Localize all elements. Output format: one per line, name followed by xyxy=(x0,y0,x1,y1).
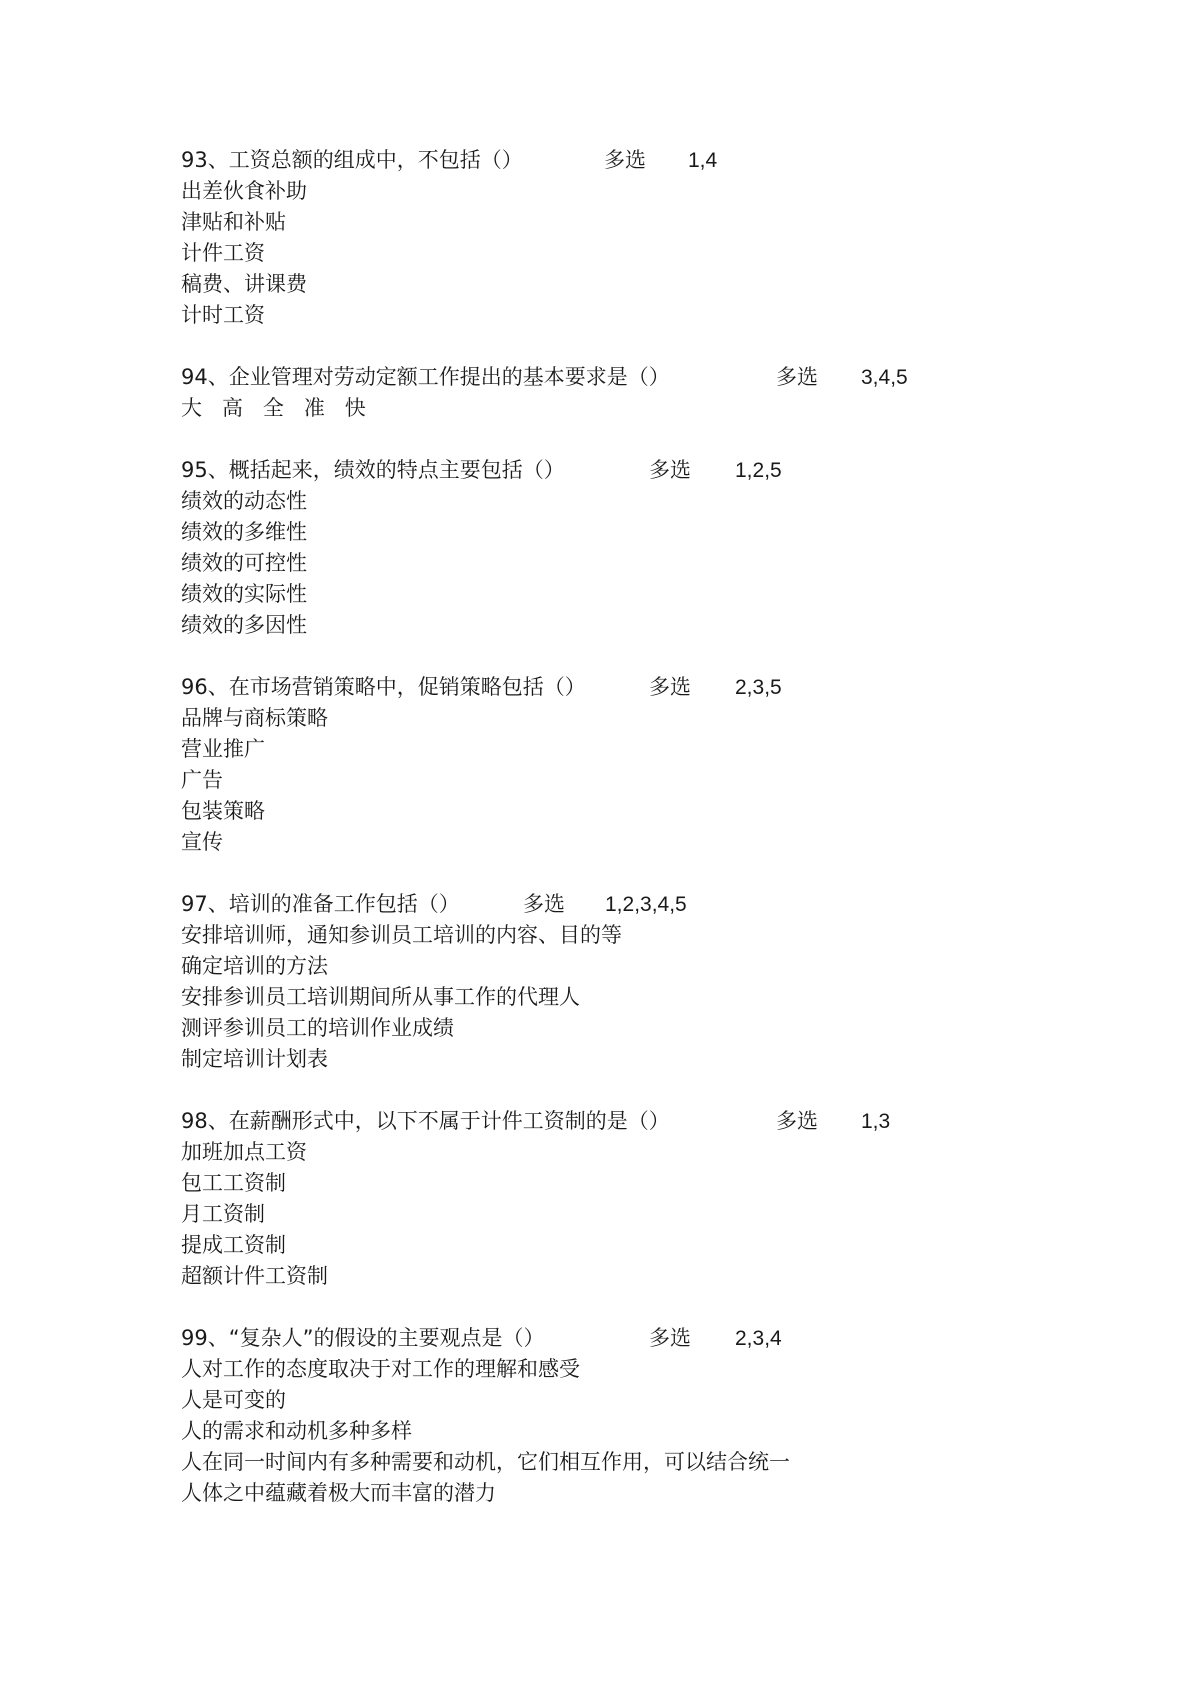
question-99 xyxy=(181,1323,1081,1509)
question-number: 98、 xyxy=(181,1109,229,1133)
question-header xyxy=(181,455,1081,486)
question-answer: 1,2,5 xyxy=(735,459,782,482)
option: 加班加点工资 xyxy=(181,1140,307,1164)
option: 人是可变的 xyxy=(181,1388,286,1412)
option: 月工资制 xyxy=(181,1202,265,1226)
question-text: “复杂人”的假设的主要观点是（） xyxy=(228,1326,545,1350)
question-type: 多选 xyxy=(776,365,818,389)
question-96 xyxy=(181,672,1081,858)
option: 津贴和补贴 xyxy=(181,210,286,234)
option: 人在同一时间内有多种需要和动机，它们相互作用，可以结合统一 xyxy=(181,1450,790,1474)
question-93 xyxy=(181,145,1081,331)
question-header xyxy=(181,672,1081,703)
option: 提成工资制 xyxy=(181,1233,286,1257)
question-answer: 2,3,4 xyxy=(735,1327,782,1350)
question-answer: 3,4,5 xyxy=(861,366,908,389)
option: 品牌与商标策略 xyxy=(181,706,328,730)
question-type: 多选 xyxy=(649,1326,691,1350)
question-type: 多选 xyxy=(649,458,691,482)
option: 大高全准快 xyxy=(181,396,386,420)
question-type: 多选 xyxy=(523,892,565,916)
question-header xyxy=(181,145,1081,176)
option: 人对工作的态度取决于对工作的理解和感受 xyxy=(181,1357,580,1381)
question-97 xyxy=(181,889,1081,1075)
option: 包装策略 xyxy=(181,799,265,823)
question-answer: 2,3,5 xyxy=(735,676,782,699)
option: 绩效的可控性 xyxy=(181,551,307,575)
option: 计时工资 xyxy=(181,303,265,327)
question-header xyxy=(181,362,1081,393)
question-95 xyxy=(181,455,1081,641)
question-94 xyxy=(181,362,1081,424)
question-type: 多选 xyxy=(649,675,691,699)
document-page xyxy=(181,145,1081,1509)
question-number: 97、 xyxy=(181,892,229,916)
option: 广告 xyxy=(181,768,223,792)
question-number: 94、 xyxy=(181,365,229,389)
option: 包工工资制 xyxy=(181,1171,286,1195)
option: 宣传 xyxy=(181,830,223,854)
option: 测评参训员工的培训作业成绩 xyxy=(181,1016,454,1040)
option: 出差伙食补助 xyxy=(181,179,307,203)
question-text: 在薪酬形式中，以下不属于计件工资制的是（） xyxy=(228,1109,670,1133)
option: 人的需求和动机多种多样 xyxy=(181,1419,412,1443)
question-header xyxy=(181,889,1081,920)
question-number: 93、 xyxy=(181,148,229,172)
option: 绩效的多维性 xyxy=(181,520,307,544)
option: 稿费、讲课费 xyxy=(181,272,307,296)
question-number: 99、 xyxy=(181,1326,229,1350)
question-text: 培训的准备工作包括（） xyxy=(228,892,460,916)
option: 人体之中蕴藏着极大而丰富的潜力 xyxy=(181,1481,496,1505)
option: 安排参训员工培训期间所从事工作的代理人 xyxy=(181,985,580,1009)
option: 制定培训计划表 xyxy=(181,1047,328,1071)
question-answer: 1,4 xyxy=(688,149,718,172)
option: 绩效的实际性 xyxy=(181,582,307,606)
option: 营业推广 xyxy=(181,737,265,761)
question-answer: 1,3 xyxy=(861,1110,891,1133)
question-answer: 1,2,3,4,5 xyxy=(605,893,687,916)
question-header xyxy=(181,1323,1081,1354)
question-number: 95、 xyxy=(181,458,229,482)
question-text: 在市场营销策略中，促销策略包括（） xyxy=(228,675,586,699)
question-text: 企业管理对劳动定额工作提出的基本要求是（） xyxy=(228,365,670,389)
question-text: 概括起来，绩效的特点主要包括（） xyxy=(228,458,565,482)
option: 安排培训师，通知参训员工培训的内容、目的等 xyxy=(181,923,622,947)
option: 超额计件工资制 xyxy=(181,1264,328,1288)
question-number: 96、 xyxy=(181,675,229,699)
question-text: 工资总额的组成中，不包括（） xyxy=(228,148,523,172)
question-header xyxy=(181,1106,1081,1137)
question-type: 多选 xyxy=(776,1109,818,1133)
option: 绩效的动态性 xyxy=(181,489,307,513)
question-98 xyxy=(181,1106,1081,1292)
option: 计件工资 xyxy=(181,241,265,265)
question-type: 多选 xyxy=(604,148,646,172)
option: 绩效的多因性 xyxy=(181,613,307,637)
option: 确定培训的方法 xyxy=(181,954,328,978)
